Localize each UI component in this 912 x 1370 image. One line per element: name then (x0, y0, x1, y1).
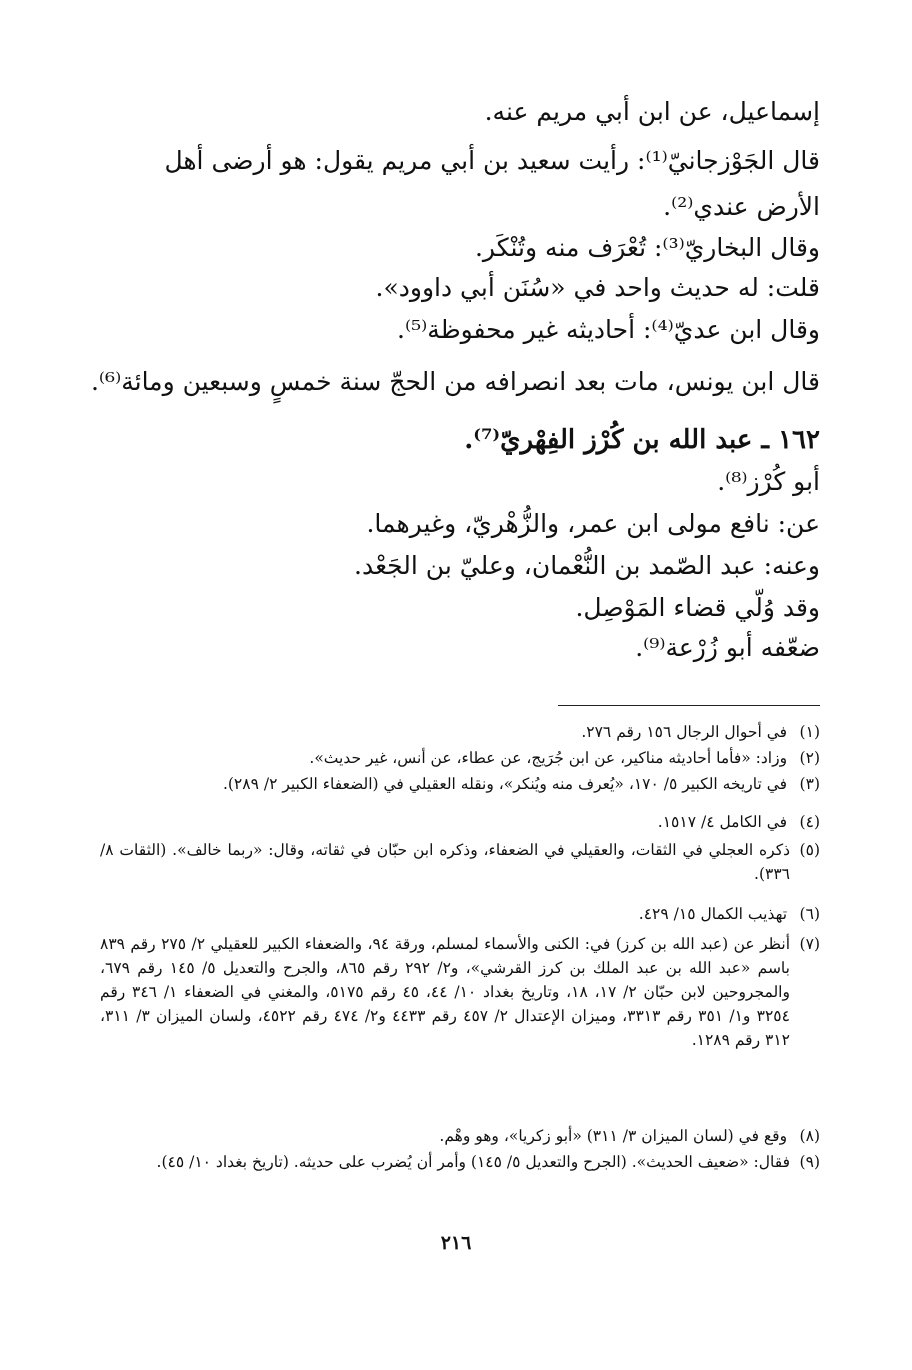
footnote-9 (100, 1150, 820, 1174)
footnote-text: وزاد: «فأما أحاديثه مناكير، عن ابن جُرَيج، عن عطاء، عن أنس، غير حديث». (309, 749, 788, 767)
text-line-ibn-yunus: قال ابن يونس، مات بعد انصرافه من الحجّ سنة خمسٍ وسبعين ومائة⁽⁶⁾. (90, 367, 820, 396)
text-line-judgeship: وقد وُلّي قضاء المَوْصِل. (575, 593, 820, 622)
footnote-text: ذكره العجلي في الثقات، والعقيلي في الضعفاء، وذكره ابن حبّان في ثقاته، وقال: «ربما خالف». (الثقات ٨/ ٣٣٦). (100, 841, 790, 883)
page-number: ٢١٦ (440, 1232, 472, 1254)
footnote-text: أنظر عن (عبد الله بن كرز) في: الكنى والأسماء لمسلم، ورقة ٩٤، والضعفاء الكبير للعقيلي ٢/ ٢٧٥ رقم ٨٣٩ باسم «عبد الله بن عبد الملك بن كرز القرشي»، و٢/ ٢٩٢ رقم ٨٦٥، والجرح والتعديل ٥/ ١٤٥ رقم ٦٧٩، والمجروحين لابن حبّان ٢/ ١٧، ١٨، وتاريخ بغداد ١٠/ ٤٤، ٤٥ رقم ٥١٧٥، والمغني في الضعفاء ١/ ٣٤٦ رقم ٣٢٥٤ و١/ ٣٥١ رقم ٣٣١٣، وميزان الإعتدال ٢/ ٤٥٧ رقم ٤٤٣٣ و٢/ ٤٧٤ رقم ٤٥٢٢، ولسان الميزان ٣/ ٣١١، ٣١٢ رقم ١٢٨٩. (100, 935, 791, 1049)
text-line-abu-dawud: قلت: له حديث واحد في «سُنَن أبي داوود». (375, 273, 820, 302)
footnote-1 (100, 720, 820, 744)
text-line-ibn-adi: وقال ابن عديّ⁽⁴⁾: أحاديثه غير محفوظة⁽⁵⁾. (397, 315, 820, 344)
footnote-number: (٧) (799, 935, 820, 953)
footnote-number: (٥) (799, 841, 820, 859)
text-line-bukhari: وقال البخاريّ⁽³⁾: تُعْرَف منه وتُنْكَر. (474, 233, 820, 262)
footnote-4 (100, 810, 820, 834)
footnote-number: (٢) (799, 749, 820, 767)
text-line-weakened: ضعّفه أبو زُرْعة⁽⁹⁾. (635, 633, 820, 662)
footnote-2 (100, 746, 820, 770)
footnote-number: (١) (799, 723, 820, 741)
footnote-8 (100, 1124, 820, 1148)
footnote-number: (٦) (799, 905, 820, 923)
text-line-narrated-from: عن: نافع مولى ابن عمر، والزُّهْريّ، وغيرهما. (366, 509, 820, 538)
text-line-kunya: أبو كُرْز⁽⁸⁾. (717, 467, 820, 496)
footnote-text: وقع في (لسان الميزان ٣/ ٣١١) «أبو زكريا»، وهو وهْم. (439, 1127, 788, 1145)
footnote-text: تهذيب الكمال ١٥/ ٤٢٩. (638, 905, 788, 923)
footnote-number: (٩) (799, 1153, 820, 1171)
text-line-narrated-by: وعنه: عبد الصّمد بن النُّعْمان، وعليّ بن الجَعْد. (354, 551, 820, 580)
footnote-6 (100, 902, 820, 926)
footnote-number: (٤) (799, 813, 820, 831)
footnote-text: في أحوال الرجال ١٥٦ رقم ٢٧٦. (581, 723, 788, 741)
footnote-text: فقال: «ضعيف الحديث». (الجرح والتعديل ٥/ ١٤٥) وأمر أن يُضرب على حديثه. (تاريخ بغداد ١٠/ ٤٥). (156, 1153, 790, 1171)
footnote-5 (100, 838, 820, 886)
footnote-text: في الكامل ٤/ ١٥١٧. (657, 813, 788, 831)
footnote-text: في تاريخه الكبير ٥/ ١٧٠، «يُعرف منه ويُنكر»، ونقله العقيلي في (الضعفاء الكبير ٢/ ٢٨٩). (222, 775, 788, 793)
text-paragraph-jawzajani: قال الجَوْزجانيّ⁽¹⁾: رأيت سعيد بن أبي مريم يقول: هو أرضى أهل الأرض عندي⁽²⁾. (164, 146, 820, 221)
footnote-3 (100, 772, 820, 796)
footnote-number: (٣) (799, 775, 820, 793)
footnote-number: (٨) (799, 1127, 820, 1145)
text-line-1: إسماعيل، عن ابن أبي مريم عنه. (484, 97, 820, 126)
entry-heading: ١٦٢ ـ عبد الله بن كُرْز الفِهْريّ⁽⁷⁾. (464, 425, 820, 455)
footnote-7 (100, 932, 820, 1052)
footnote-separator (558, 705, 820, 706)
